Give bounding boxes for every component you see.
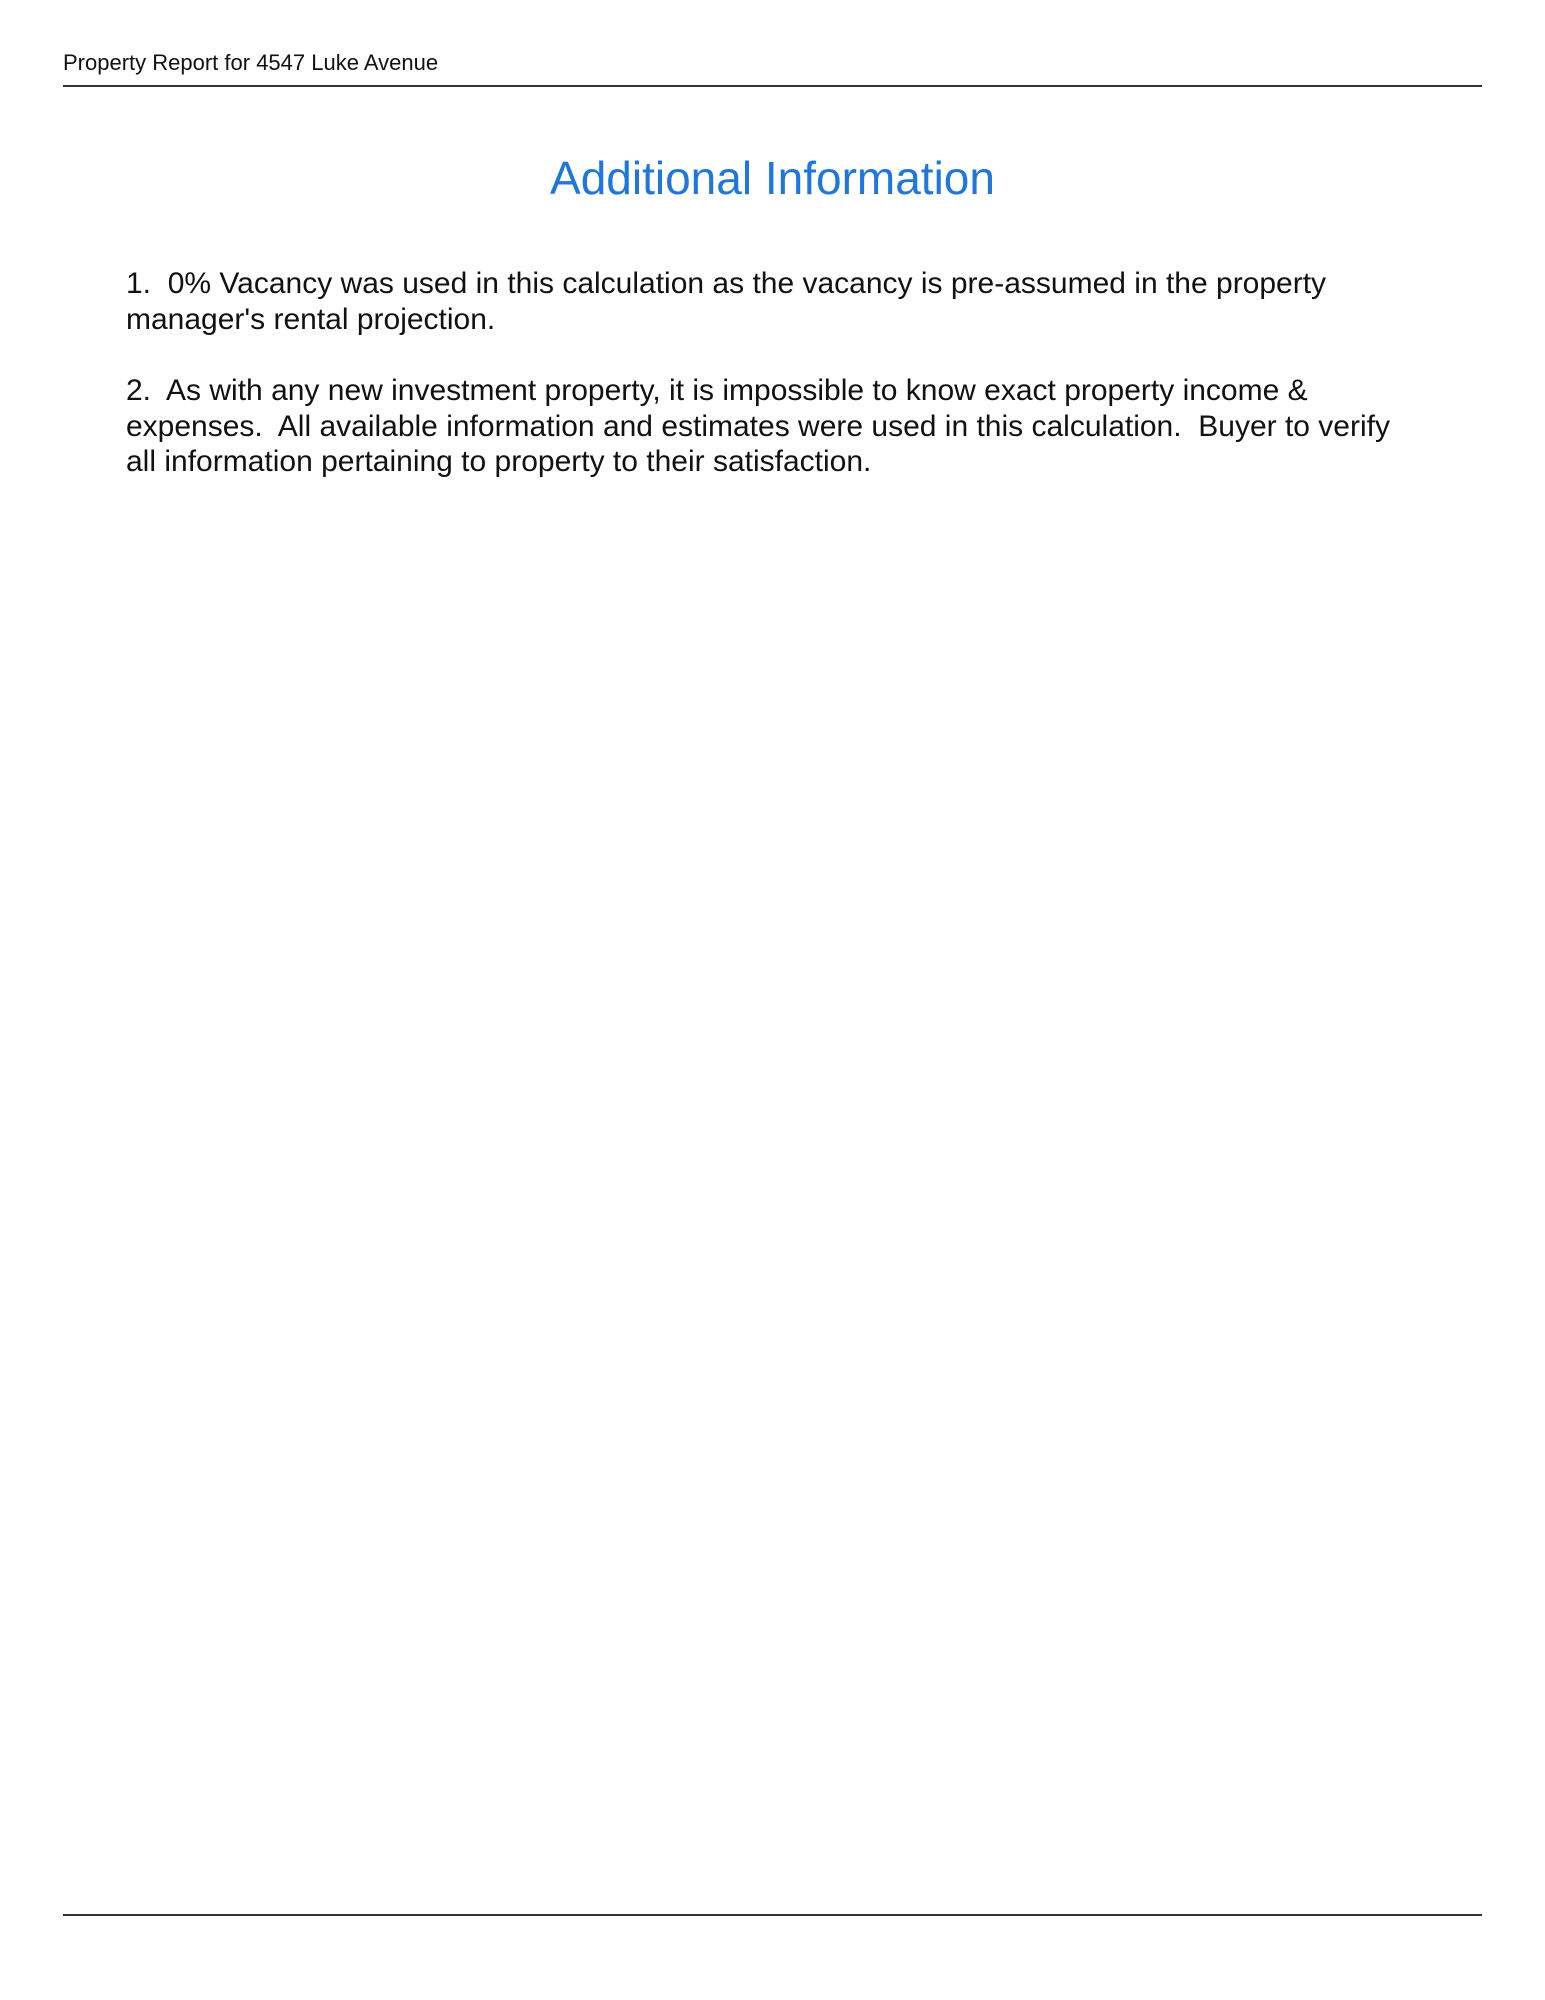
notes-list (126, 266, 1426, 516)
footer-divider (63, 1914, 1482, 1916)
section-title: Additional Information (550, 152, 995, 204)
header-divider (63, 85, 1482, 87)
note-1: 1. 0% Vacancy was used in this calculation as the vacancy is pre-assumed in the property manager's rental projection. (126, 267, 1335, 336)
running-header: Property Report for 4547 Luke Avenue (63, 50, 439, 75)
note-2: 2. As with any new investment property, it is impossible to know exact property income & expenses. All available information and estimates were used in this calculation. Buyer to verify all information pertaining to property to their satisfaction. (126, 374, 1399, 478)
